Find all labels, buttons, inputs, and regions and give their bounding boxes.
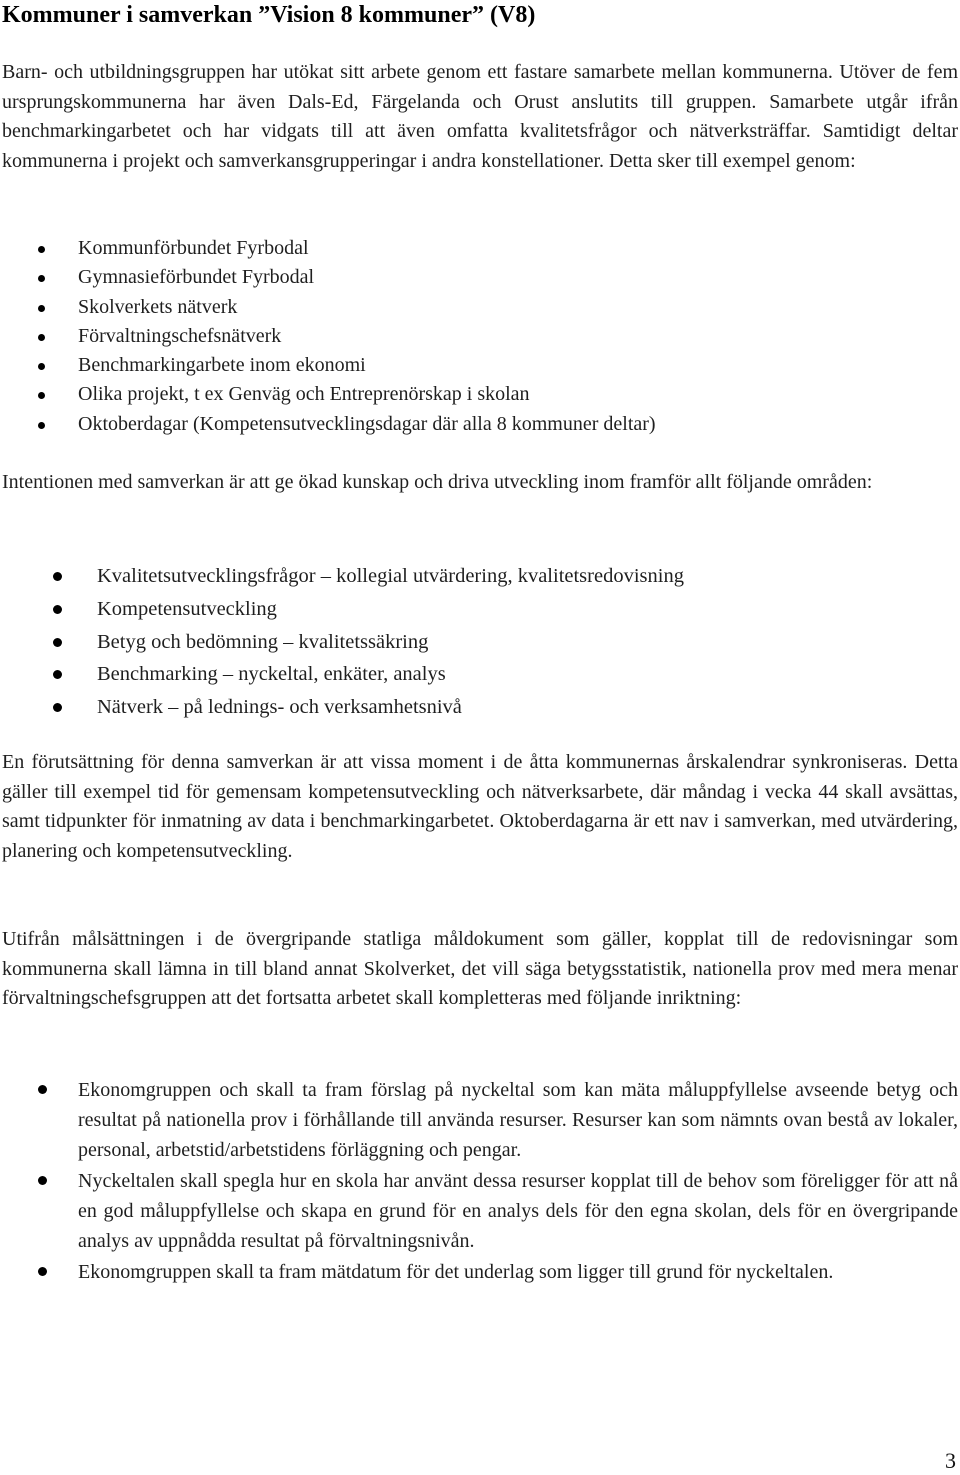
intro-paragraph: Barn- och utbildningsgruppen har utökat sitt arbete genom ett fastare samarbete mellan kommunerna. Utöver de fem ursprungskommunerna har även Dals-Ed, Färgelanda och Orust anslutits till gruppen. Samarbete utgår ifrån benchmarkingarbetet och har vidgats till att även omfatta kvalitetsfrågor och nätverksträffar. Samtidigt deltar kommunerna i projekt och samverkansgrupperingar i andra konstellationer. Detta sker till exempel genom: <box>2 61 958 172</box>
list-item: Förvaltningschefsnätverk <box>78 322 938 351</box>
bullet-icon <box>38 334 45 341</box>
bullet-icon <box>38 1267 47 1276</box>
direction-paragraph: Utifrån målsättningen i de övergripande statliga måldokument som gäller, kopplat till de redovisningar som kommunerna skall lämna in till bland annat Skolverket, det vill säga betygsstatistik, nationella prov med mera menar förvaltningschefsgruppen att det fortsatta arbetet skall kompletteras med följande inriktning: <box>2 928 958 1010</box>
bullet-icon <box>38 1085 47 1094</box>
list-item: Olika projekt, t ex Genväg och Entreprenörskap i skolan <box>78 380 938 409</box>
intention-paragraph: Intentionen med samverkan är att ge ökad kunskap och driva utveckling inom framför allt följande områden: <box>2 471 873 493</box>
bullet-icon <box>38 1176 47 1185</box>
bullet-icon <box>53 703 62 712</box>
prerequisite-paragraph: En förutsättning för denna samverkan är att vissa moment i de åtta kommunernas årskalendrar synkroniseras. Detta gäller till exempel tid för gemensam kompetensutveckling och nätverksarbete, där måndag i vecka 44 skall avsättas, samt tidpunkter för inmatning av data i benchmarkingarbetet. Oktoberdagarna är ett nav i samverkan, med utvärdering, planering och kompetensutveckling. <box>2 751 958 862</box>
page-number: 3 <box>945 1448 956 1473</box>
page-title: Kommuner i samverkan ”Vision 8 kommuner” (V8) <box>2 2 536 28</box>
list-item: Ekonomgruppen och skall ta fram förslag på nyckeltal som kan mäta måluppfyllelse avseende betyg och resultat på nationella prov i förhållande till använda resurser. Resurser kan som nämnts ovan bestå av lokaler, personal, arbetstid/arbetstidens förläggning och pengar. <box>78 1075 958 1165</box>
list-item: Skolverkets nätverk <box>78 293 938 322</box>
list-item: Kommunförbundet Fyrbodal <box>78 234 938 263</box>
bullet-icon <box>38 246 45 253</box>
bullet-icon <box>38 392 45 399</box>
list-item: Kompetensutveckling <box>97 593 937 626</box>
bullet-icon <box>38 422 45 429</box>
bullet-icon <box>53 605 62 614</box>
bullet-icon <box>53 572 62 581</box>
list-item: Gymnasieförbundet Fyrbodal <box>78 263 938 292</box>
focus-areas-list <box>97 560 937 724</box>
list-item: Oktoberdagar (Kompetensutvecklingsdagar där alla 8 kommuner deltar) <box>78 410 938 439</box>
list-item: Nyckeltalen skall spegla hur en skola har använt dessa resurser kopplat till de behov som föreligger för att nå en god måluppfyllelse och skapa en grund för en analys dels för den egna skolan, dels för en övergripande analys av uppnådda resultat på förvaltningsnivån. <box>78 1166 958 1256</box>
list-item: Benchmarkingarbete inom ekonomi <box>78 351 938 380</box>
list-item: Betyg och bedömning – kvalitetssäkring <box>97 626 937 659</box>
list-item: Ekonomgruppen skall ta fram mätdatum för det underlag som ligger till grund för nyckeltalen. <box>78 1257 958 1287</box>
bullet-icon <box>38 363 45 370</box>
list-item: Kvalitetsutvecklingsfrågor – kollegial utvärdering, kvalitetsredovisning <box>97 560 937 593</box>
list-item: Benchmarking – nyckeltal, enkäter, analys <box>97 658 937 691</box>
bullet-icon <box>53 670 62 679</box>
bullet-icon <box>38 305 45 312</box>
direction-list <box>78 1075 958 1288</box>
list-item: Nätverk – på lednings- och verksamhetsnivå <box>97 691 937 724</box>
collaboration-list <box>78 234 938 439</box>
bullet-icon <box>53 638 62 647</box>
bullet-icon <box>38 275 45 282</box>
